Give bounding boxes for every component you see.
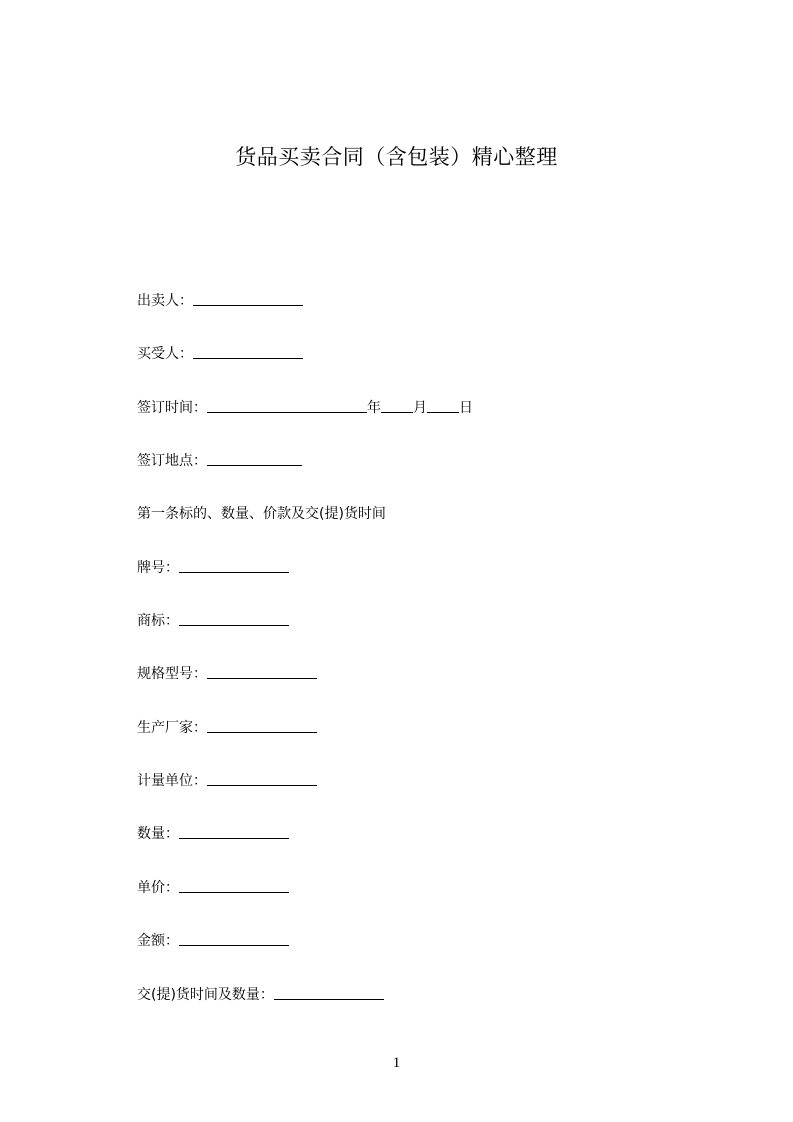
month-blank[interactable] [381,398,413,413]
manufacturer-label: 生产厂家： [137,720,207,736]
page-number: 1 [392,1055,401,1071]
amount-label: 金额： [137,933,179,949]
quantity-blank[interactable] [179,824,289,839]
trademark-label: 商标： [137,613,179,629]
month-label: 月 [413,400,427,416]
brand-blank[interactable] [179,558,289,573]
unit-blank[interactable] [207,771,317,786]
unit-label: 计量单位： [137,773,207,789]
delivery-label: 交(提)货时间及数量： [137,987,274,1003]
quantity-label: 数量： [137,826,179,842]
sign-place-line [137,451,302,471]
spec-model-blank[interactable] [207,664,317,679]
day-blank[interactable] [427,398,459,413]
quantity-line [137,824,289,844]
trademark-line [137,611,289,631]
trademark-blank[interactable] [179,611,289,626]
unit-price-blank[interactable] [179,878,289,893]
year-label: 年 [367,400,381,416]
amount-blank[interactable] [179,931,289,946]
amount-line [137,931,289,951]
day-label: 日 [459,400,473,416]
sign-time-line [137,398,473,418]
brand-line [137,558,289,578]
delivery-line [137,985,384,1005]
unit-line [137,771,317,791]
seller-blank[interactable] [193,291,303,306]
sign-place-label: 签订地点： [137,453,207,469]
article-1-heading: 第一条标的、数量、价款及交(提)货时间 [137,506,386,522]
seller-line [137,291,303,311]
manufacturer-blank[interactable] [207,718,317,733]
sign-place-blank[interactable] [207,451,302,466]
spec-model-line [137,664,317,684]
sign-time-label: 签订时间： [137,400,207,416]
seller-label: 出卖人： [137,293,193,309]
spec-model-label: 规格型号： [137,666,207,682]
unit-price-label: 单价： [137,880,179,896]
brand-label: 牌号： [137,560,179,576]
document-title: 货品买卖合同（含包装）精心整理 [235,145,558,169]
buyer-blank[interactable] [193,344,303,359]
delivery-blank[interactable] [274,985,384,1000]
manufacturer-line [137,718,317,738]
buyer-line [137,344,303,364]
unit-price-line [137,878,289,898]
buyer-label: 买受人： [137,346,193,362]
sign-time-blank[interactable] [207,398,367,413]
